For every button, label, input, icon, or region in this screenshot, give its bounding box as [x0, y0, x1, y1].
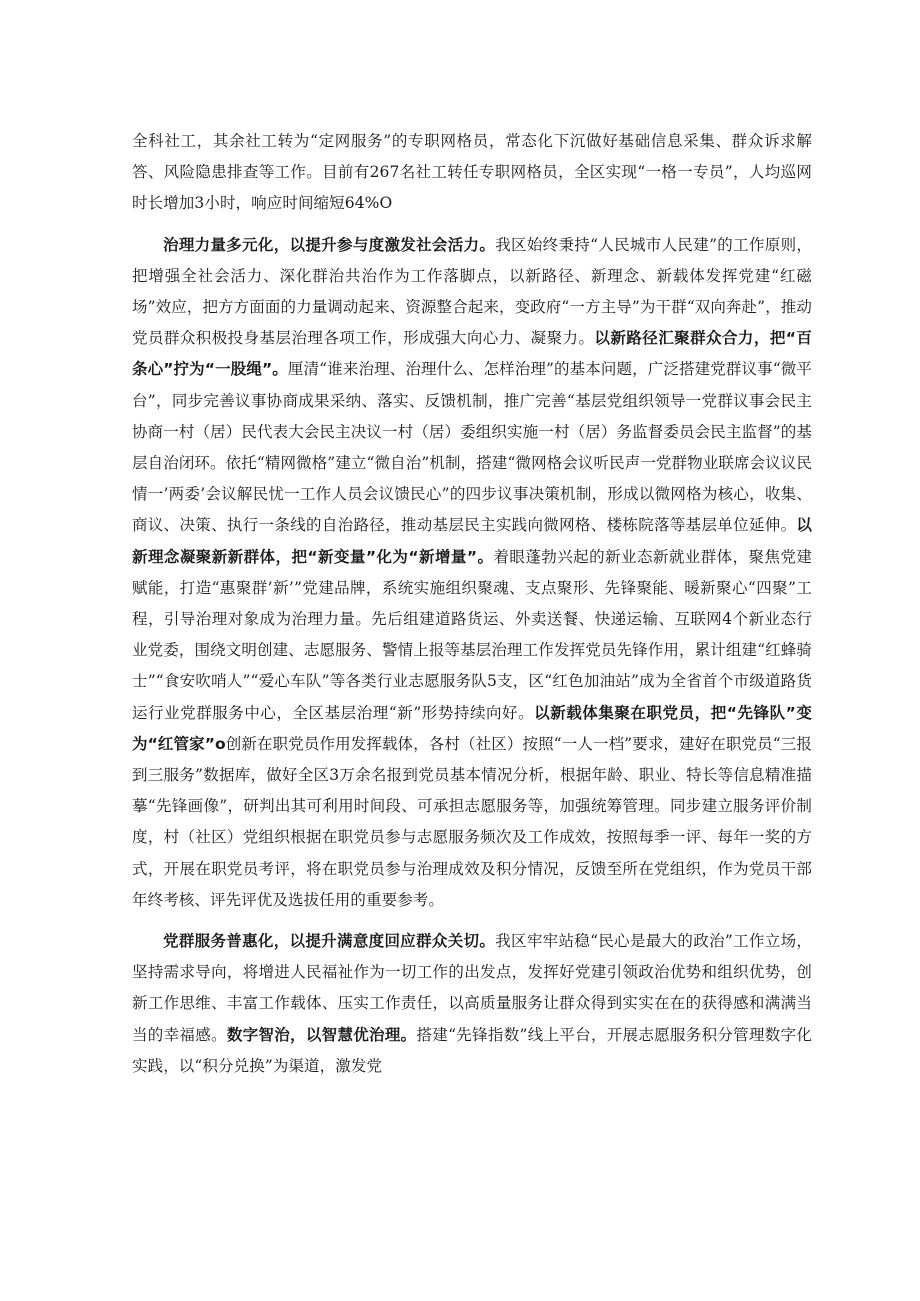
paragraph-text: 我区牢牢站稳“民心是最大的政治”工作立场，坚持需求导向，将增进人民福祉作为一切工作的出发点，发挥好党建引领政治优势和组织优势，创新工作思维、丰富工作载体、压实工作责任，以高质量服务让群众得到实实在在的获得感和满满当当的幸福感。 — [132, 932, 812, 1044]
document-body — [132, 126, 812, 1082]
subsection-heading: 以新载体集聚在职党员，把“先锋队”变为“红管家”o — [132, 703, 812, 753]
paragraph-text: 着眼蓬勃兴起的新业态新就业群体，聚焦党建赋能，打造“惠聚群’新’”党建品牌，系统实施组织聚魂、支点聚形、先锋聚能、暖新聚心“四聚”工程，引导治理对象成为治理力量。先后组建道路货运、外卖送餐、快递运输、互联网4个新业态行业党委，围绕文明创建、志愿服务、警情上报等基层治理工作发挥党员先锋作用，累计组建“红蜂骑士”“食安吹哨人”“爱心车队”等各类行业志愿服务队5支，区“红色加油站”成为全省首个市级道路货运行业党群服务中心，全区基层治理“新”形势持续向好。 — [132, 547, 812, 722]
section-heading: 党群服务普惠化，以提升满意度回应群众关切。 — [163, 932, 496, 951]
paragraph-text: 创新在职党员作用发挥载体，各村（社区）按照“一人一档”要求，建好在职党员“三报到三服务”数据库，做好全区3万余名报到党员基本情况分析，根据年龄、职业、特长等信息精准描摹“先锋画像”，研判出其可利用时间段、可承担志愿服务等，加强统筹管理。同步建立服务评价制度，村（社区）党组织根据在职党员参与志愿服务频次及工作成效，按照每季一评、每年一奖的方式，开展在职党员考评，将在职党员参与治理成效及积分情况，反馈至所在党组织，作为党员干部年终考核、评先评优及选拔任用的重要参考。 — [132, 734, 812, 909]
subsection-heading: 数字智治，以智慧优治理。 — [226, 1025, 417, 1044]
paragraph-text: 全科社工，其余社工转为“定网服务”的专职网格员，常态化下沉做好基础信息采集、群众诉求解答、风险隐患排查等工作。目前有267名社工转任专职网格员，全区实现“一格一专员”，人均巡网时长增加3小时，响应时间缩短64%O — [132, 132, 812, 213]
subsection-heading: 以新理念凝聚新新群体，把“新变量”化为“新增量”。 — [132, 516, 812, 566]
paragraph-text: 搭建“先锋指数”线上平台，开展志愿服务积分管理数字化实践，以“积分兑换”为渠道，激发党 — [132, 1025, 812, 1075]
paragraph-party-services — [132, 926, 812, 1082]
subsection-heading: 以新路径汇聚群众合力，把“百条心”拧为“一股绳”。 — [132, 329, 812, 379]
paragraph-text: 我区始终秉持“人民城市人民建”的工作原则，把增强全社会活力、深化群治共治作为工作落脚点，以新路径、新理念、新载体发挥党建“红磁场”效应，把方方面面的力量调动起来、资源整合起来，变政府“一方主导”为干群“双向奔赴”，推动党员群众积极投身基层治理各项工作，形成强大向心力、凝聚力。 — [132, 235, 812, 348]
paragraph-text: 厘清“谁来治理、治理什么、怎样治理”的基本问题，广泛搭建党群议事“微平台”，同步完善议事协商成果采纳、落实、反馈机制，推广完善“基层党组织领导一党群议事会民主协商一村（居）民代表大会民主决议一村（居）委组织实施一村（居）务监督委员会民主监督”的基层自治闭环。依托“精网微格”建立“微自治”机制，搭建“微网格会议听民声一党群物业联席会议议民情一’两委’会议解民忧一工作人员会议馈民心”的四步议事决策机制，形成以微网格为核心，收集、商议、决策、执行一条线的自治路径，推动基层民主实践向微网格、楼栋院落等基层单位延伸。 — [132, 360, 812, 535]
section-heading: 治理力量多元化，以提升参与度激发社会活力。 — [163, 235, 496, 254]
paragraph-continuation — [132, 126, 812, 220]
paragraph-gap — [132, 916, 812, 926]
paragraph-governance-forces — [132, 230, 812, 916]
paragraph-gap — [132, 220, 812, 230]
